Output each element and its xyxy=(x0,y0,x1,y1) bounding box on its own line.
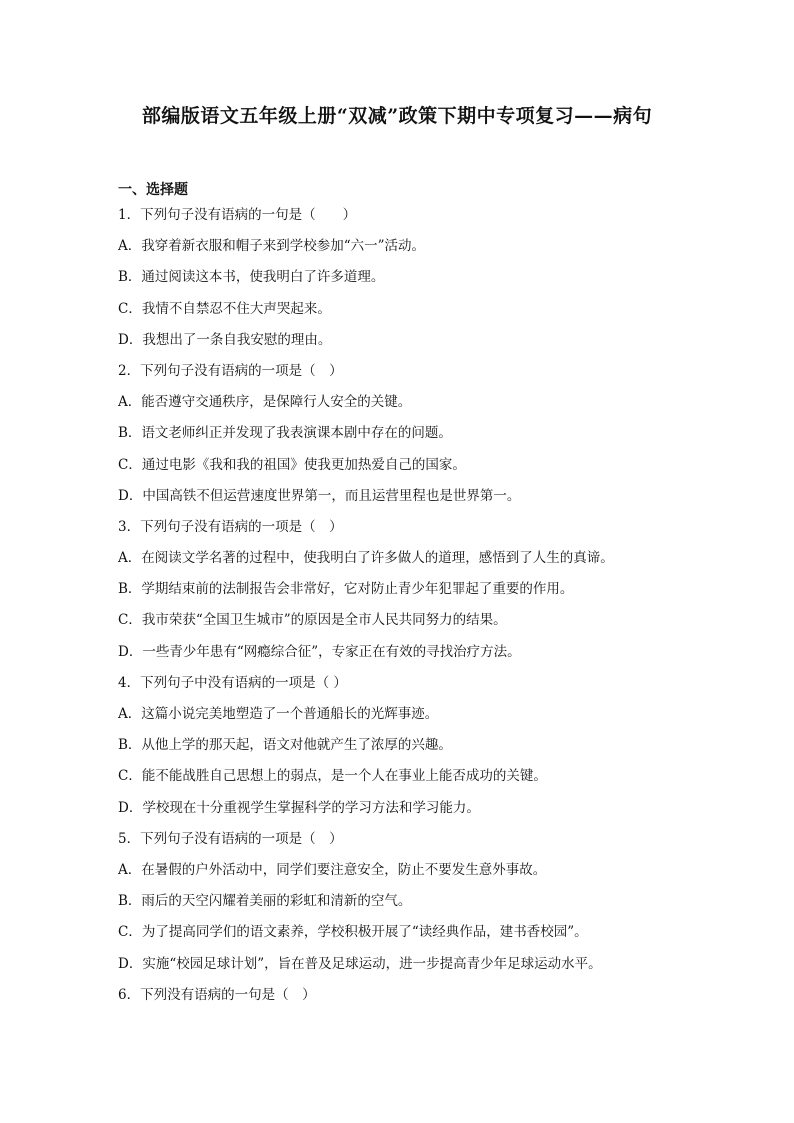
question-stem: 2．下列句子没有语病的一项是（ ） xyxy=(118,362,343,379)
section-heading: 一、选择题 xyxy=(118,182,188,198)
question-option: B．雨后的天空闪耀着美丽的彩虹和清新的空气。 xyxy=(118,893,412,910)
question-option: A．我穿着新衣服和帽子来到学校参加“六一”活动。 xyxy=(118,238,426,255)
question-option: C．我市荣获“全国卫生城市”的原因是全市人民共同努力的结果。 xyxy=(118,612,507,629)
question-option: D．我想出了一条自我安慰的理由。 xyxy=(118,331,332,348)
question-option: B．从他上学的那天起，语文对他就产生了浓厚的兴趣。 xyxy=(118,737,452,754)
question-option: B．通过阅读这本书，使我明白了许多道理。 xyxy=(118,269,385,286)
question-option: A．能否遵守交通秩序，是保障行人安全的关键。 xyxy=(118,394,412,411)
question-list xyxy=(118,205,678,1016)
question-option: C．能不能战胜自己思想上的弱点，是一个人在事业上能否成功的关键。 xyxy=(118,768,547,785)
question-option: B．学期结束前的法制报告会非常好，它对防止青少年犯罪起了重要的作用。 xyxy=(118,581,574,598)
question-option: A．在阅读文学名著的过程中，使我明白了许多做人的道理，感悟到了人生的真谛。 xyxy=(118,550,614,567)
question-stem: 6．下列没有语病的一句是（ ） xyxy=(118,986,316,1003)
question-stem: 3．下列句子没有语病的一项是（ ） xyxy=(118,518,343,535)
question-option: D．一些青少年患有“网瘾综合征”，专家正在有效的寻找治疗方法。 xyxy=(118,643,521,660)
question-stem: 5．下列句子没有语病的一项是（ ） xyxy=(118,830,343,847)
question-stem: 4．下列句子中没有语病的一项是（ ） xyxy=(118,674,347,691)
question-option: B．语文老师纠正并发现了我表演课本剧中存在的问题。 xyxy=(118,425,452,442)
document-title: 部编版语文五年级上册“双减”政策下期中专项复习——病句 xyxy=(141,105,653,127)
question-option: D．实施“校园足球计划”，旨在普及足球运动，进一步提高青少年足球运动水平。 xyxy=(118,955,602,972)
question-option: A．这篇小说完美地塑造了一个普通船长的光辉事迹。 xyxy=(118,706,439,722)
question-option: C．为了提高同学们的语文素养，学校积极开展了“读经典作品，建书香校园”。 xyxy=(118,924,588,941)
question-option: C．通过电影《我和我的祖国》使我更加热爱自己的国家。 xyxy=(118,456,466,473)
question-option: A．在暑假的户外活动中，同学们要注意安全，防止不要发生意外事故。 xyxy=(118,861,547,878)
question-stem: 1．下列句子没有语病的一句是（ ） xyxy=(118,207,357,223)
question-option: D．中国高铁不但运营速度世界第一，而且运营里程也是世界第一。 xyxy=(118,487,521,504)
question-option: D．学校现在十分重视学生掌握科学的学习方法和学习能力。 xyxy=(118,799,480,816)
question-option: C．我情不自禁忍不住大声哭起来。 xyxy=(118,300,331,317)
